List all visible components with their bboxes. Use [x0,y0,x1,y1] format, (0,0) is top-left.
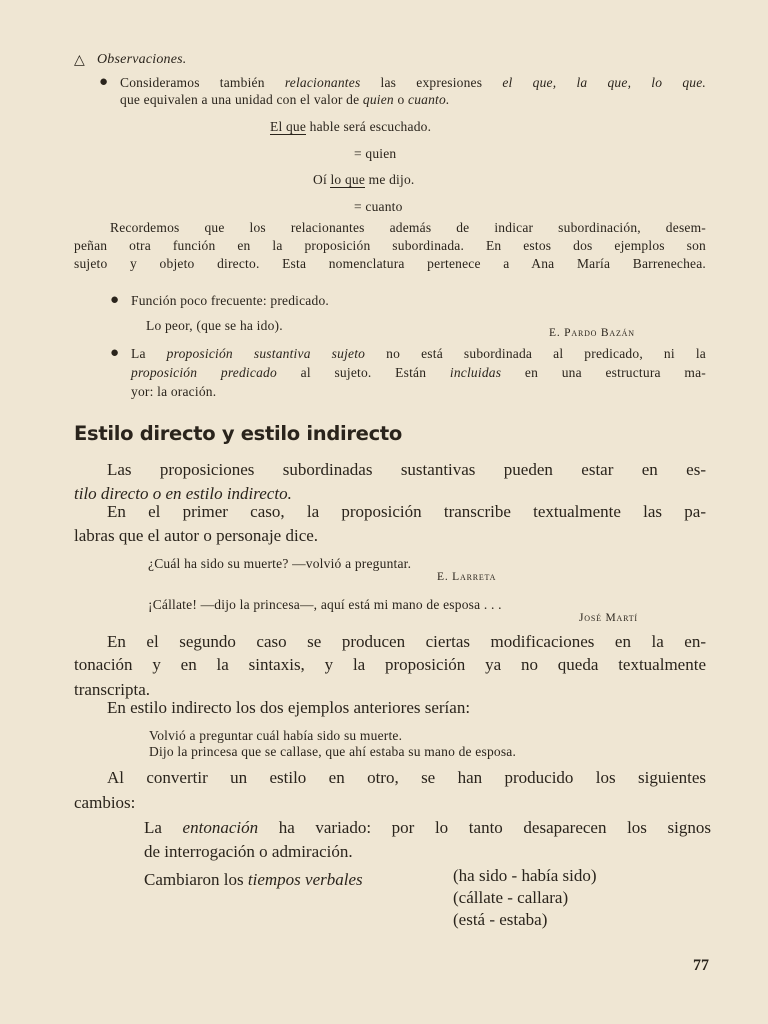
estilo-p3-line3: transcripta. [74,680,150,699]
author-marti: José Martí [579,612,638,624]
estilo-p3-line1: En el segundo caso se producen ciertas modificaciones en la en- [107,632,706,651]
quote-1: ¿Cuál ha sido su muerte? —volvió a preguntar. [148,556,412,571]
section-heading: Estilo directo y estilo indirecto [74,422,402,445]
author-larreta: E. Larreta [437,571,497,583]
triangle-icon: △ [74,53,85,68]
observaciones-title: Observaciones. [97,52,187,67]
bullet-3-line1: La proposición sustantiva sujeto no está subordinada al predicado, ni la [131,346,706,361]
example-2-equivalence: = cuanto [354,199,403,214]
indirect-example-1: Volvió a preguntar cuál había sido su muerte. [149,728,403,743]
change-2-label: Cambiaron los tiempos verbales [144,870,363,889]
bullet-3-line2: proposición predicado al sujeto. Están incluidas en una estructura ma- [131,365,706,380]
example-1: El que hable será escuchado. [270,119,432,134]
estilo-p1-line2: tilo directo o en estilo indirecto. [74,484,292,503]
estilo-p2-line1: En el primer caso, la proposición transcribe textualmente las pa- [107,502,706,521]
example-2: Oí lo que me dijo. [313,172,415,187]
page-number: 77 [693,957,709,974]
obs-para-line1: Recordemos que los relacionantes además de indicar subordinación, desem- [110,220,706,235]
obs-p1-line2: que equivalen a una unidad con el valor de quien o cuanto. [120,92,450,107]
author-pardo-bazan: E. Pardo Bazán [549,327,635,339]
estilo-p5-line1: Al convertir un estilo en otro, se han producido los siguientes [107,768,706,787]
bullet-2-example: Lo peor, (que se ha ido). [146,318,283,333]
quote-2: ¡Cállate! —dijo la princesa—, aquí está mi mano de esposa . . . [148,597,502,612]
bullet-icon: ● [99,74,109,90]
bullet-2-text: Función poco frecuente: predicado. [131,293,329,308]
example-1-equivalence: = quien [354,146,397,161]
obs-para-line2: peñan otra función en la proposición subordinada. En estos dos ejemplos son [74,238,706,253]
estilo-p3-line2: tonación y en la sintaxis, y la proposición ya no queda textualmente [74,655,706,674]
bullet-3-line3: yor: la oración. [131,384,217,399]
indirect-example-2: Dijo la princesa que se callase, que ahí estaba su mano de esposa. [149,744,517,759]
verb-pair-2: (cállate - callara) [453,888,569,907]
verb-pair-3: (está - estaba) [453,910,548,929]
bullet-icon: ● [110,292,120,308]
change-1-line1: La entonación ha variado: por lo tanto desaparecen los signos [144,818,711,837]
estilo-p5-line2: cambios: [74,793,136,812]
estilo-p2-line2: labras que el autor o personaje dice. [74,526,319,545]
obs-para-line3: sujeto y objeto directo. Esta nomenclatura pertenece a Ana María Barrenechea. [74,256,706,271]
change-1-line2: de interrogación o admiración. [144,842,353,861]
verb-pair-1: (ha sido - había sido) [453,866,597,885]
estilo-p1-line1: Las proposiciones subordinadas sustantivas pueden estar en es- [107,460,706,479]
obs-p1-line1: Consideramos también relacionantes las expresiones el que, la que, lo que. [120,75,706,90]
estilo-p4: En estilo indirecto los dos ejemplos anteriores serían: [107,698,471,717]
bullet-icon: ● [110,345,120,361]
